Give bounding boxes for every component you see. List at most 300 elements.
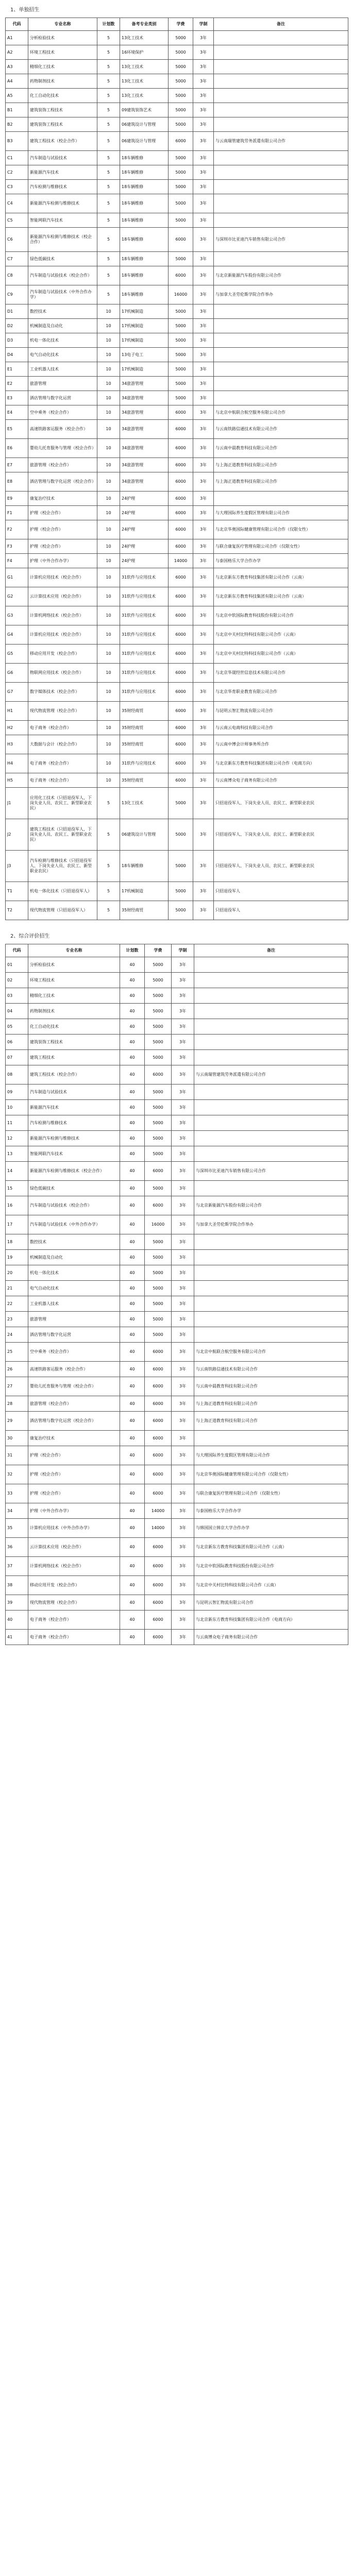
cell-code: E3 bbox=[6, 391, 28, 405]
cell-name: 绿色低碳技术 bbox=[28, 252, 97, 266]
cell-fee: 16000 bbox=[169, 285, 193, 304]
cell-fee: 5000 bbox=[169, 165, 193, 180]
cell-note: 与联合康复医疗管理有限公司合作（仅限女性） bbox=[194, 1484, 348, 1503]
cell-len: 3年 bbox=[172, 1050, 194, 1065]
cell-len: 3年 bbox=[193, 45, 214, 60]
cell-len: 3年 bbox=[193, 773, 214, 788]
table-row bbox=[6, 1162, 348, 1181]
cell-note: 与上海正道教育科技有限公司合作 bbox=[194, 1412, 348, 1431]
table-row bbox=[6, 1611, 348, 1630]
cell-fee: 5000 bbox=[169, 333, 193, 348]
cell-fee: 6000 bbox=[169, 625, 193, 645]
cell-plan: 10 bbox=[97, 721, 120, 735]
table-row bbox=[6, 1412, 348, 1431]
cell-len: 3年 bbox=[193, 180, 214, 194]
cell-code: C7 bbox=[6, 252, 28, 266]
table-row bbox=[6, 1446, 348, 1465]
cell-note bbox=[194, 1019, 348, 1035]
cell-code: 39 bbox=[6, 1595, 28, 1611]
header-fee: 学费 bbox=[145, 944, 172, 957]
cell-cat: 34旅游管理 bbox=[120, 439, 169, 458]
table-row bbox=[6, 1146, 348, 1162]
cell-cat: 17机械制造 bbox=[120, 319, 169, 333]
cell-cat: 34旅游管理 bbox=[120, 377, 169, 391]
cell-plan: 40 bbox=[120, 1312, 145, 1327]
cell-code: E9 bbox=[6, 492, 28, 506]
cell-note: 与昆明云智汇物流有限公司合作 bbox=[194, 1595, 348, 1611]
cell-plan: 40 bbox=[120, 1576, 145, 1595]
cell-len: 3年 bbox=[193, 391, 214, 405]
cell-fee: 6000 bbox=[145, 1484, 172, 1503]
cell-code: 36 bbox=[6, 1538, 28, 1557]
cell-len: 3年 bbox=[193, 362, 214, 377]
cell-name: 高速铁路客运服务（校企合作） bbox=[28, 420, 97, 439]
cell-cat: 13化工技术 bbox=[120, 74, 169, 89]
table-row bbox=[6, 151, 348, 165]
cell-fee: 6000 bbox=[169, 420, 193, 439]
cell-note: 与上海正道教育科技有限公司合作 bbox=[214, 472, 348, 492]
table-row bbox=[6, 31, 348, 45]
section-2-title: 2、综合评价招生 bbox=[10, 933, 50, 939]
cell-plan: 5 bbox=[97, 103, 120, 117]
cell-note: 与北京新东方教育科技集团有限公司合作（云南） bbox=[194, 1538, 348, 1557]
cell-fee: 5000 bbox=[145, 1100, 172, 1115]
cell-note: 与韩国国立韩京大学合作办学 bbox=[194, 1519, 348, 1538]
cell-plan: 40 bbox=[120, 1115, 145, 1131]
cell-name: 康复治疗技术 bbox=[28, 1431, 120, 1446]
cell-fee: 5000 bbox=[169, 74, 193, 89]
cell-note: 只招退役军人 bbox=[214, 882, 348, 901]
cell-plan: 40 bbox=[120, 1362, 145, 1377]
cell-name: 汽车制造与试验技术（校企合作） bbox=[28, 266, 97, 285]
table-row bbox=[6, 1050, 348, 1065]
cell-plan: 10 bbox=[97, 735, 120, 754]
cell-len: 3年 bbox=[172, 1196, 194, 1215]
cell-plan: 40 bbox=[120, 1035, 145, 1050]
cell-note bbox=[214, 194, 348, 213]
table-row bbox=[6, 391, 348, 405]
cell-code: 38 bbox=[6, 1576, 28, 1595]
cell-fee: 5000 bbox=[169, 60, 193, 74]
cell-name: 计算机应用技术（中外合作办学） bbox=[28, 1519, 120, 1538]
cell-note: 与加拿大圣劳伦斯学院合作举办 bbox=[194, 1215, 348, 1234]
table-row bbox=[6, 60, 348, 74]
cell-name: 建筑工程技术 bbox=[28, 1050, 120, 1065]
cell-note: 与北京中航联合航空服务有限公司合作 bbox=[214, 405, 348, 420]
cell-fee: 6000 bbox=[169, 606, 193, 625]
cell-note: 与深圳市比亚迪汽车销售有限公司合作 bbox=[214, 228, 348, 252]
cell-note bbox=[194, 1234, 348, 1250]
cell-plan: 40 bbox=[120, 1050, 145, 1065]
cell-note bbox=[194, 1004, 348, 1019]
cell-code: C3 bbox=[6, 180, 28, 194]
cell-fee: 6000 bbox=[145, 1377, 172, 1396]
cell-len: 3年 bbox=[193, 554, 214, 568]
table-row bbox=[6, 266, 348, 285]
cell-len: 3年 bbox=[172, 1538, 194, 1557]
cell-len: 3年 bbox=[172, 1131, 194, 1146]
header-fee: 学费 bbox=[169, 18, 193, 31]
cell-note bbox=[214, 213, 348, 228]
cell-plan: 40 bbox=[120, 1196, 145, 1215]
table-row bbox=[6, 1131, 348, 1146]
cell-fee: 6000 bbox=[145, 1557, 172, 1576]
cell-fee: 5000 bbox=[169, 194, 193, 213]
cell-code: E1 bbox=[6, 362, 28, 377]
table-row bbox=[6, 702, 348, 721]
cell-plan: 40 bbox=[120, 973, 145, 988]
cell-plan: 5 bbox=[97, 180, 120, 194]
cell-len: 3年 bbox=[172, 1250, 194, 1265]
cell-len: 3年 bbox=[172, 1630, 194, 1645]
cell-plan: 5 bbox=[97, 194, 120, 213]
cell-len: 3年 bbox=[172, 1281, 194, 1296]
cell-fee: 6000 bbox=[145, 1065, 172, 1084]
cell-name: 精细化工技术 bbox=[28, 988, 120, 1004]
table-row bbox=[6, 1557, 348, 1576]
cell-code: A3 bbox=[6, 60, 28, 74]
cell-name: 精细化工技术 bbox=[28, 60, 97, 74]
cell-len: 3年 bbox=[172, 1557, 194, 1576]
cell-name: 现代物流管理（校企合作） bbox=[28, 1595, 120, 1611]
cell-plan: 10 bbox=[97, 520, 120, 539]
cell-plan: 5 bbox=[97, 165, 120, 180]
cell-plan: 10 bbox=[97, 539, 120, 554]
cell-name: 旅游管理（校企合作） bbox=[28, 1396, 120, 1412]
cell-len: 3年 bbox=[172, 1343, 194, 1362]
cell-plan: 10 bbox=[97, 304, 120, 319]
table-row bbox=[6, 988, 348, 1004]
table-row bbox=[6, 625, 348, 645]
cell-note bbox=[214, 74, 348, 89]
cell-note bbox=[214, 304, 348, 319]
cell-code: G1 bbox=[6, 568, 28, 587]
cell-code: 13 bbox=[6, 1146, 28, 1162]
cell-note bbox=[194, 1084, 348, 1100]
cell-len: 3年 bbox=[193, 683, 214, 702]
cell-note: 与北京华奥国际健康管理有限公司合作（仅限女性） bbox=[214, 520, 348, 539]
cell-code: 29 bbox=[6, 1412, 28, 1431]
cell-name: 分析检验技术 bbox=[28, 957, 120, 973]
cell-note bbox=[194, 1296, 348, 1312]
cell-note bbox=[194, 1035, 348, 1050]
cell-cat: 31软件与应用技术 bbox=[120, 625, 169, 645]
table-row bbox=[6, 1312, 348, 1327]
cell-cat: 06建筑设计与管理 bbox=[120, 819, 169, 851]
cell-plan: 40 bbox=[120, 1131, 145, 1146]
table-row bbox=[6, 1196, 348, 1215]
cell-note: 与云南中晨教育科技有限公司合作 bbox=[194, 1377, 348, 1396]
cell-code: G2 bbox=[6, 587, 28, 606]
table-row bbox=[6, 285, 348, 304]
table-row bbox=[6, 1396, 348, 1412]
cell-note bbox=[214, 180, 348, 194]
cell-fee: 5000 bbox=[169, 348, 193, 362]
cell-fee: 5000 bbox=[145, 988, 172, 1004]
table-row bbox=[6, 117, 348, 132]
cell-name: 药物制剂技术 bbox=[28, 74, 97, 89]
cell-name: 旅游管理 bbox=[28, 377, 97, 391]
table-row bbox=[6, 1519, 348, 1538]
table-row bbox=[6, 819, 348, 851]
table-row bbox=[6, 1115, 348, 1131]
cell-plan: 5 bbox=[97, 89, 120, 103]
cell-fee: 14000 bbox=[145, 1519, 172, 1538]
cell-name: 护理（校企合作） bbox=[28, 520, 97, 539]
cell-len: 3年 bbox=[172, 957, 194, 973]
cell-note: 与泰国格乐大学合作办学 bbox=[214, 554, 348, 568]
cell-len: 3年 bbox=[193, 132, 214, 151]
cell-name: 工业机器人技术 bbox=[28, 1296, 120, 1312]
cell-plan: 40 bbox=[120, 1327, 145, 1343]
table-row bbox=[6, 1084, 348, 1100]
cell-len: 3年 bbox=[193, 458, 214, 472]
cell-plan: 40 bbox=[120, 1377, 145, 1396]
cell-name: 移动应用开发（校企合作） bbox=[28, 1576, 120, 1595]
cell-len: 3年 bbox=[172, 1396, 194, 1412]
cell-note: 与北京中软国际教育科技股份有限公司合作 bbox=[214, 606, 348, 625]
cell-plan: 40 bbox=[120, 1519, 145, 1538]
cell-plan: 40 bbox=[120, 1296, 145, 1312]
cell-plan: 40 bbox=[120, 1465, 145, 1484]
table-row bbox=[6, 319, 348, 333]
cell-code: C2 bbox=[6, 165, 28, 180]
cell-len: 3年 bbox=[193, 348, 214, 362]
cell-note bbox=[214, 252, 348, 266]
cell-name: 新能源汽车检测与维修技术 bbox=[28, 194, 97, 213]
table-row bbox=[6, 788, 348, 819]
cell-name: 云计算技术应用（校企合作） bbox=[28, 587, 97, 606]
cell-code: E5 bbox=[6, 420, 28, 439]
cell-plan: 40 bbox=[120, 1503, 145, 1519]
table-row bbox=[6, 362, 348, 377]
cell-plan: 10 bbox=[97, 458, 120, 472]
table-row bbox=[6, 957, 348, 973]
cell-code: 07 bbox=[6, 1050, 28, 1065]
cell-fee: 5000 bbox=[145, 1004, 172, 1019]
cell-fee: 6000 bbox=[169, 458, 193, 472]
table-row bbox=[6, 1343, 348, 1362]
cell-note bbox=[214, 89, 348, 103]
cell-len: 3年 bbox=[172, 1465, 194, 1484]
cell-code: 23 bbox=[6, 1312, 28, 1327]
cell-len: 3年 bbox=[193, 587, 214, 606]
cell-name: 药物制剂技术 bbox=[28, 1004, 120, 1019]
cell-fee: 6000 bbox=[145, 1362, 172, 1377]
cell-fee: 6000 bbox=[169, 683, 193, 702]
cell-fee: 5000 bbox=[145, 1050, 172, 1065]
cell-cat: 34旅游管理 bbox=[120, 391, 169, 405]
cell-fee: 5000 bbox=[169, 213, 193, 228]
header-note: 备注 bbox=[194, 944, 348, 957]
cell-name: 建筑装饰工程技术 bbox=[28, 103, 97, 117]
table-row bbox=[6, 1576, 348, 1595]
cell-fee: 6000 bbox=[169, 266, 193, 285]
cell-fee: 5000 bbox=[169, 89, 193, 103]
cell-note: 与云南中博会计师事务所合作 bbox=[214, 735, 348, 754]
cell-name: 新能源汽车检测与维修技术（校企合作） bbox=[28, 1162, 120, 1181]
cell-code: 10 bbox=[6, 1100, 28, 1115]
table-row bbox=[6, 377, 348, 391]
cell-code: 16 bbox=[6, 1196, 28, 1215]
cell-code: 30 bbox=[6, 1431, 28, 1446]
table-row bbox=[6, 1296, 348, 1312]
cell-plan: 40 bbox=[120, 1215, 145, 1234]
cell-code: A2 bbox=[6, 45, 28, 60]
cell-cat: 31软件与应用技术 bbox=[120, 587, 169, 606]
cell-len: 3年 bbox=[193, 304, 214, 319]
cell-note bbox=[194, 988, 348, 1004]
cell-note bbox=[194, 1131, 348, 1146]
cell-note: 只招退役军人、下岗失业人员、农民工、新型职业农民 bbox=[214, 788, 348, 819]
table-row bbox=[6, 539, 348, 554]
cell-plan: 10 bbox=[97, 587, 120, 606]
cell-name: 数控技术 bbox=[28, 1234, 120, 1250]
cell-plan: 40 bbox=[120, 1484, 145, 1503]
cell-len: 3年 bbox=[193, 117, 214, 132]
cell-code: J2 bbox=[6, 819, 28, 851]
section-1-title: 1、单独招生 bbox=[10, 7, 40, 13]
cell-plan: 40 bbox=[120, 1181, 145, 1196]
table-header-row bbox=[6, 18, 348, 31]
cell-fee: 5000 bbox=[169, 103, 193, 117]
cell-name: 护理（校企合作） bbox=[28, 1465, 120, 1484]
cell-name: 护理（校企合作） bbox=[28, 1446, 120, 1465]
table-row bbox=[6, 304, 348, 319]
table-row bbox=[6, 74, 348, 89]
cell-len: 3年 bbox=[193, 819, 214, 851]
cell-len: 3年 bbox=[193, 439, 214, 458]
cell-fee: 6000 bbox=[145, 1595, 172, 1611]
cell-code: 15 bbox=[6, 1181, 28, 1196]
comprehensive-enrollment-table bbox=[5, 944, 348, 1645]
cell-fee: 5000 bbox=[145, 1131, 172, 1146]
header-code: 代码 bbox=[6, 944, 28, 957]
cell-plan: 5 bbox=[97, 117, 120, 132]
cell-name: 化工自动化技术 bbox=[28, 89, 97, 103]
cell-len: 3年 bbox=[193, 228, 214, 252]
cell-code: 34 bbox=[6, 1503, 28, 1519]
cell-len: 3年 bbox=[172, 1019, 194, 1035]
table-row bbox=[6, 252, 348, 266]
cell-note bbox=[194, 957, 348, 973]
cell-name: 现代物流管理（只招退役军人） bbox=[28, 901, 97, 920]
cell-plan: 40 bbox=[120, 1431, 145, 1446]
cell-cat: 34旅游管理 bbox=[120, 458, 169, 472]
cell-cat: 31软件与应用技术 bbox=[120, 664, 169, 683]
cell-cat: 17机械制造 bbox=[120, 304, 169, 319]
cell-note bbox=[214, 362, 348, 377]
cell-len: 3年 bbox=[172, 1446, 194, 1465]
table-row bbox=[6, 683, 348, 702]
header-duration: 学制 bbox=[193, 18, 214, 31]
cell-plan: 10 bbox=[97, 683, 120, 702]
cell-len: 3年 bbox=[193, 702, 214, 721]
cell-cat: 18车辆维修 bbox=[120, 252, 169, 266]
cell-fee: 5000 bbox=[145, 1019, 172, 1035]
cell-fee: 5000 bbox=[169, 31, 193, 45]
cell-name: 电气自动化技术 bbox=[28, 348, 97, 362]
cell-code: 31 bbox=[6, 1446, 28, 1465]
cell-plan: 40 bbox=[120, 988, 145, 1004]
cell-plan: 5 bbox=[97, 882, 120, 901]
cell-fee: 6000 bbox=[145, 1431, 172, 1446]
cell-code: D2 bbox=[6, 319, 28, 333]
cell-name: 绿色低碳技术 bbox=[28, 1181, 120, 1196]
cell-len: 3年 bbox=[172, 1234, 194, 1250]
cell-name: 大数据与会计（校企合作） bbox=[28, 735, 97, 754]
cell-code: 14 bbox=[6, 1162, 28, 1181]
table-header-row bbox=[6, 944, 348, 957]
cell-code: 25 bbox=[6, 1343, 28, 1362]
cell-len: 3年 bbox=[193, 165, 214, 180]
cell-code: H1 bbox=[6, 702, 28, 721]
cell-len: 3年 bbox=[172, 1362, 194, 1377]
cell-fee: 5000 bbox=[169, 882, 193, 901]
cell-name: 计算机应用技术（校企合作） bbox=[28, 568, 97, 587]
cell-plan: 5 bbox=[97, 213, 120, 228]
cell-note bbox=[194, 973, 348, 988]
cell-name: 分析检验技术 bbox=[28, 31, 97, 45]
cell-len: 3年 bbox=[193, 788, 214, 819]
cell-name: 酒店管理与数字化运营（校企合作） bbox=[28, 1412, 120, 1431]
cell-code: D3 bbox=[6, 333, 28, 348]
cell-note bbox=[194, 1327, 348, 1343]
cell-name: 汽车检测与维修技术（只招退役军人、下岗失业人员、农民工、新型职业农民） bbox=[28, 851, 97, 882]
table-row bbox=[6, 103, 348, 117]
cell-code: F3 bbox=[6, 539, 28, 554]
cell-name: 计算机网络技术（校企合作） bbox=[28, 606, 97, 625]
cell-note: 与云南云电商科技有限公司合作 bbox=[214, 721, 348, 735]
cell-cat: 18车辆维修 bbox=[120, 151, 169, 165]
cell-plan: 10 bbox=[97, 664, 120, 683]
cell-plan: 40 bbox=[120, 1557, 145, 1576]
table-row bbox=[6, 1431, 348, 1446]
cell-plan: 40 bbox=[120, 1084, 145, 1100]
cell-plan: 40 bbox=[120, 1281, 145, 1296]
table-row bbox=[6, 851, 348, 882]
cell-cat: 35财经商贸 bbox=[120, 702, 169, 721]
cell-note bbox=[194, 1100, 348, 1115]
cell-note bbox=[194, 1431, 348, 1446]
cell-note bbox=[214, 45, 348, 60]
cell-name: 机械制造及自动化 bbox=[28, 1250, 120, 1265]
cell-fee: 5000 bbox=[169, 117, 193, 132]
cell-note: 与北京华育职业教育有限公司合作 bbox=[214, 683, 348, 702]
table-row bbox=[6, 1215, 348, 1234]
cell-fee: 6000 bbox=[169, 587, 193, 606]
cell-name: 数字媒体技术（校企合作） bbox=[28, 683, 97, 702]
cell-plan: 40 bbox=[120, 1234, 145, 1250]
cell-len: 3年 bbox=[172, 1100, 194, 1115]
cell-cat: 18车辆维修 bbox=[120, 285, 169, 304]
cell-note: 与北京新东方教育科技集团有限公司合作（云南） bbox=[214, 587, 348, 606]
cell-name: 环境工程技术 bbox=[28, 45, 97, 60]
cell-code: 22 bbox=[6, 1296, 28, 1312]
cell-plan: 10 bbox=[97, 492, 120, 506]
cell-name: 建筑工程技术（校企合作） bbox=[28, 1065, 120, 1084]
cell-plan: 10 bbox=[97, 568, 120, 587]
cell-cat: 17机械制造 bbox=[120, 362, 169, 377]
cell-fee: 6000 bbox=[145, 1343, 172, 1362]
cell-code: 40 bbox=[6, 1611, 28, 1630]
cell-plan: 10 bbox=[97, 702, 120, 721]
table-row bbox=[6, 213, 348, 228]
cell-plan: 40 bbox=[120, 1343, 145, 1362]
cell-code: 06 bbox=[6, 1035, 28, 1050]
cell-len: 3年 bbox=[172, 988, 194, 1004]
cell-len: 3年 bbox=[193, 506, 214, 520]
